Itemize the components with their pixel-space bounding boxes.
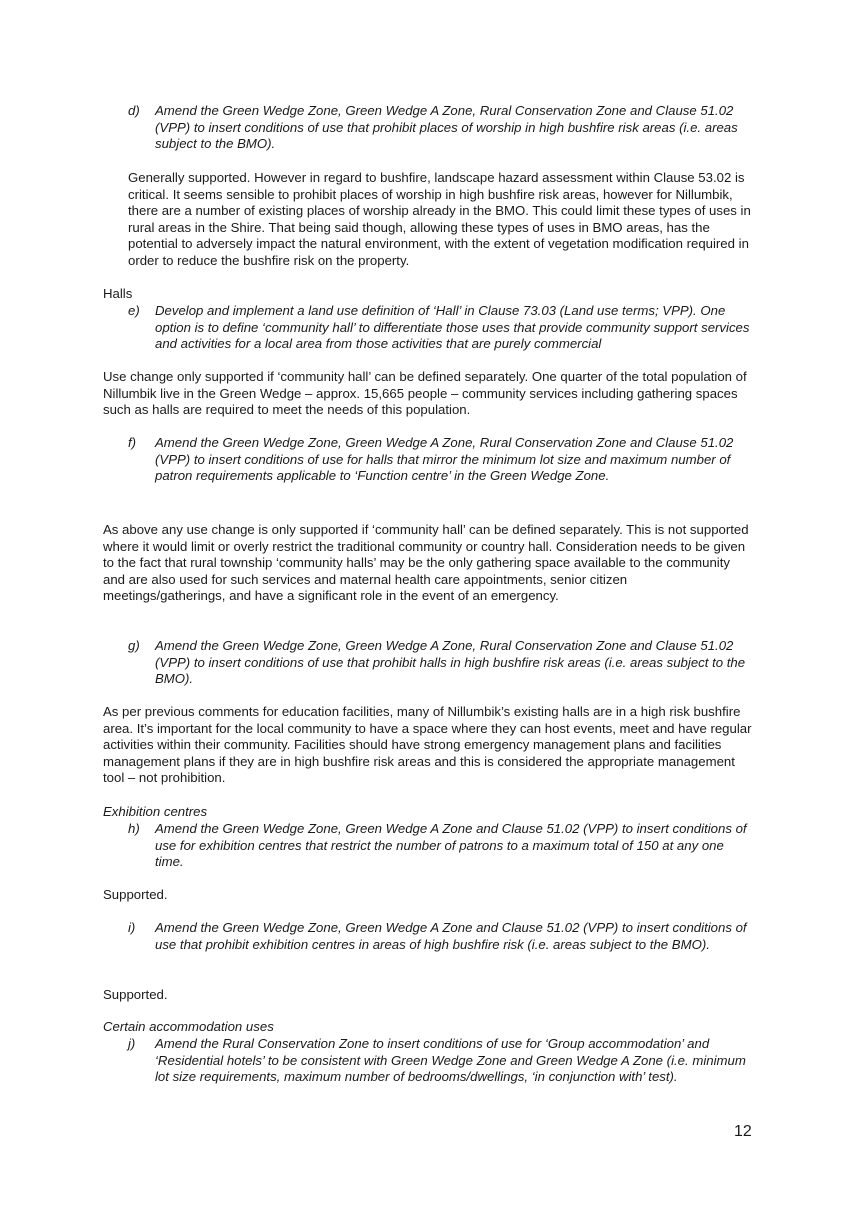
item-f-text: Amend the Green Wedge Zone, Green Wedge A Zone, Rural Conservation Zone and Clause 51.02 (VPP) to insert conditions of use for halls that mirror the minimum lot size and maximum number of patron requirements applicable to ‘Function centre’ in the Green Wedge Zone. (155, 435, 734, 484)
heading-halls: Halls (103, 286, 133, 301)
item-j-text: Amend the Rural Conservation Zone to insert conditions of use for ‘Group accommodation’ and ‘Residential hotels’ to be consistent with Green Wedge Zone and Green Wedge A Zone (i.e. minimum lot size requirements, maximum number of bedrooms/dwellings, ‘in conjunction with’ test). (155, 1036, 746, 1085)
response-e: Use change only supported if ‘community hall’ can be defined separately. One quarter of the total population of Nillumbik live in the Green Wedge – approx. 15,665 people – community services including gathering spaces such as halls are required to meet the needs of this population. (103, 369, 747, 418)
heading-accommodation-uses: Certain accommodation uses (103, 1019, 274, 1034)
item-e-label: e) (128, 303, 140, 318)
page-number: 12 (734, 1123, 752, 1140)
item-h (128, 821, 753, 871)
item-j-label: j) (128, 1036, 136, 1051)
response-d: Generally supported. However in regard to bushfire, landscape hazard assessment within Clause 53.02 is critical. It seems sensible to prohibit places of worship in high bushfire risk areas, however for Nillumbik, there are a number of existing places of worship already in the BMO. This could limit these types of uses in rural areas in the Shire. That being said though, allowing these types of uses in BMO areas, has the potential to adversely impact the natural environment, with the extent of vegetation modification required in order to reduce the bushfire risk on the property. (128, 170, 751, 268)
heading-exhibition-centres: Exhibition centres (103, 804, 208, 819)
item-g (128, 638, 753, 688)
item-i (128, 920, 753, 953)
item-e (128, 303, 753, 353)
response-h: Supported. (103, 887, 168, 902)
item-g-label: g) (128, 638, 140, 653)
item-j (128, 1036, 753, 1086)
item-h-text: Amend the Green Wedge Zone, Green Wedge A Zone and Clause 51.02 (VPP) to insert conditions of use for exhibition centres that restrict the number of patrons to a maximum total of 150 at any one time. (155, 821, 747, 870)
item-e-text: Develop and implement a land use definition of ‘Hall’ in Clause 73.03 (Land use terms; VPP). One option is to define ‘community hall’ to differentiate those uses that provide community support services and activities for a local area from those activities that are purely commercial (155, 303, 750, 352)
item-g-text: Amend the Green Wedge Zone, Green Wedge A Zone, Rural Conservation Zone and Clause 51.02 (VPP) to insert conditions of use that prohibit halls in high bushfire risk areas (i.e. areas subject to the BMO). (155, 638, 746, 687)
item-h-label: h) (128, 821, 140, 836)
response-i: Supported. (103, 987, 168, 1002)
response-f: As above any use change is only supported if ‘community hall’ can be defined separately. This is not supported where it would limit or overly restrict the traditional community or country hall. Consideration needs to be given to the fact that rural township ‘community halls’ may be the only gathering space available to the community and are also used for such services and maternal health care appointments, senior citizen meetings/gatherings, and have a significant role in the event of an emergency. (103, 522, 749, 604)
item-i-label: i) (128, 920, 136, 935)
item-d-text: Amend the Green Wedge Zone, Green Wedge A Zone, Rural Conservation Zone and Clause 51.02 (VPP) to insert conditions of use that prohibit places of worship in high bushfire risk areas (i.e. areas subject to the BMO). (155, 103, 738, 152)
item-d-label: d) (128, 103, 140, 118)
item-f-label: f) (128, 435, 137, 450)
item-f (128, 435, 753, 485)
item-d (128, 103, 753, 153)
response-g: As per previous comments for education facilities, many of Nillumbik’s existing halls are in a high risk bushfire area. It’s important for the local community to have a space where they can host events, meet and have regular activities within their community. Facilities should have strong emergency management plans and facilities management plans if they are in high bushfire risk areas and this is considered the appropriate management tool – not prohibition. (103, 704, 752, 786)
item-i-text: Amend the Green Wedge Zone, Green Wedge A Zone and Clause 51.02 (VPP) to insert conditions of use that prohibit exhibition centres in areas of high bushfire risk (i.e. areas subject to the BMO). (155, 920, 747, 952)
